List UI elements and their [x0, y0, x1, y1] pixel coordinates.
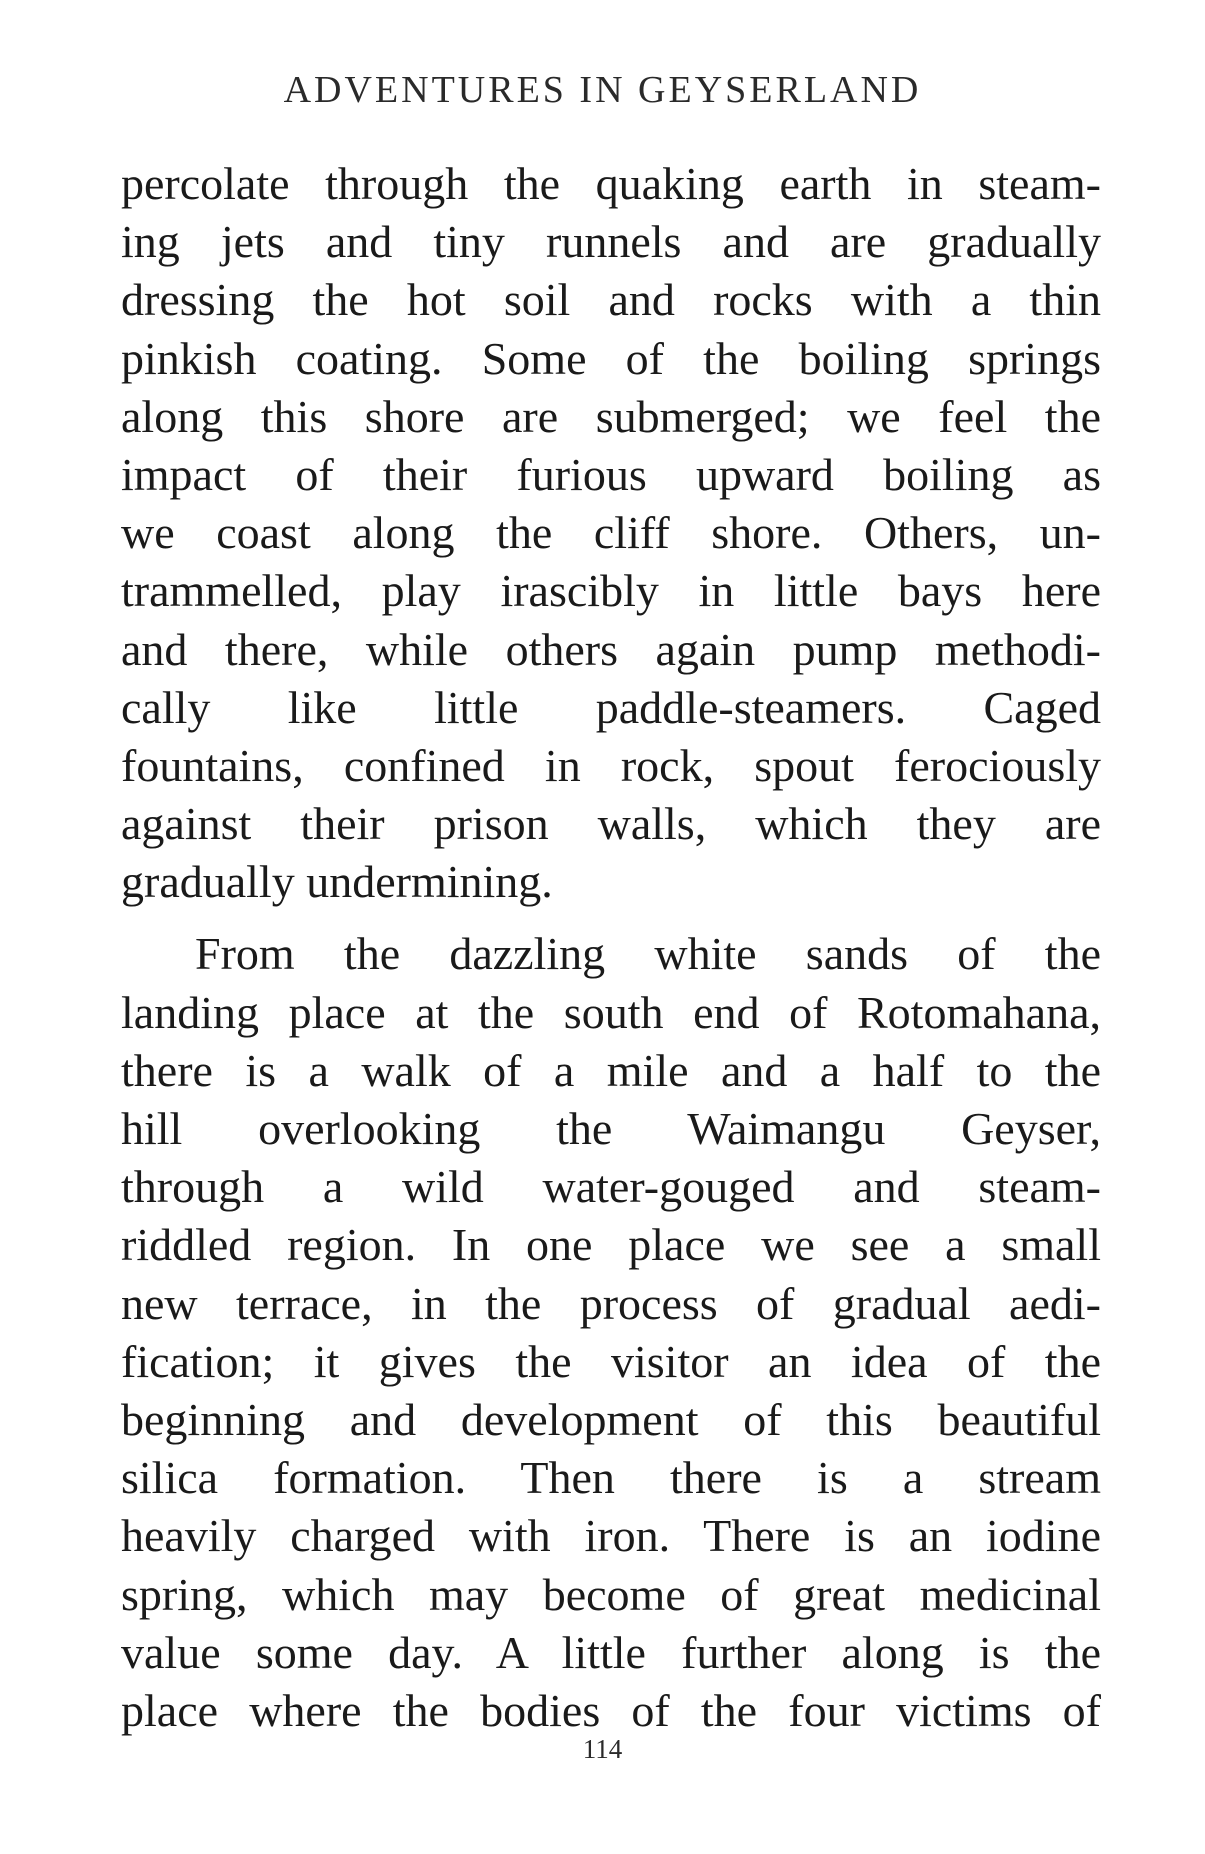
text-line: and there, while others again pump methodi-: [121, 623, 1101, 675]
text-line: impact of their furious upward boiling as: [121, 448, 1101, 500]
text-line: along this shore are submerged; we feel the: [121, 390, 1101, 442]
text-line: silica formation. Then there is a stream: [121, 1452, 1101, 1504]
text-line: hill overlooking the Waimangu Geyser,: [121, 1103, 1101, 1154]
paragraph-gap: [121, 911, 1101, 925]
text-line: ing jets and tiny runnels and are gradually: [121, 216, 1101, 268]
text-line: fountains, confined in rock, spout ferociously: [121, 739, 1101, 791]
text-line: against their prison walls, which they are: [121, 798, 1101, 850]
text-line: dressing the hot soil and rocks with a thin: [121, 274, 1101, 326]
text-line: gradually undermining.: [121, 856, 553, 908]
text-line: spring, which may become of great medicinal: [121, 1568, 1101, 1620]
paragraph-2: [121, 925, 1101, 1740]
text-line: we coast along the cliff shore. Others, un-: [121, 507, 1101, 559]
text-line: cally like little paddle-steamers. Caged: [121, 681, 1101, 733]
body-text: [121, 155, 1101, 1740]
page-number: 114: [582, 1734, 623, 1764]
text-line: fication; it gives the visitor an idea of the: [121, 1335, 1101, 1387]
paragraph-1: [121, 155, 1101, 911]
text-line: landing place at the south end of Rotomahana,: [121, 986, 1101, 1038]
text-line: heavily charged with iron. There is an iodine: [121, 1510, 1101, 1562]
text-line: pinkish coating. Some of the boiling springs: [121, 332, 1101, 384]
text-line: riddled region. In one place we see a small: [121, 1219, 1101, 1271]
text-line: there is a walk of a mile and a half to the: [121, 1044, 1101, 1096]
text-line: place where the bodies of the four victims of: [121, 1684, 1101, 1736]
text-line: through a wild water-gouged and steam-: [121, 1161, 1101, 1213]
text-line: From the dazzling white sands of the: [195, 928, 1101, 980]
running-head: ADVENTURES IN GEYSERLAND: [283, 69, 922, 111]
text-line: new terrace, in the process of gradual aedi-: [121, 1277, 1101, 1329]
text-line: trammelled, play irascibly in little bays here: [121, 565, 1101, 617]
text-line: beginning and development of this beautiful: [121, 1393, 1101, 1445]
text-line: percolate through the quaking earth in steam-: [121, 158, 1101, 209]
text-line: value some day. A little further along is the: [121, 1626, 1101, 1678]
